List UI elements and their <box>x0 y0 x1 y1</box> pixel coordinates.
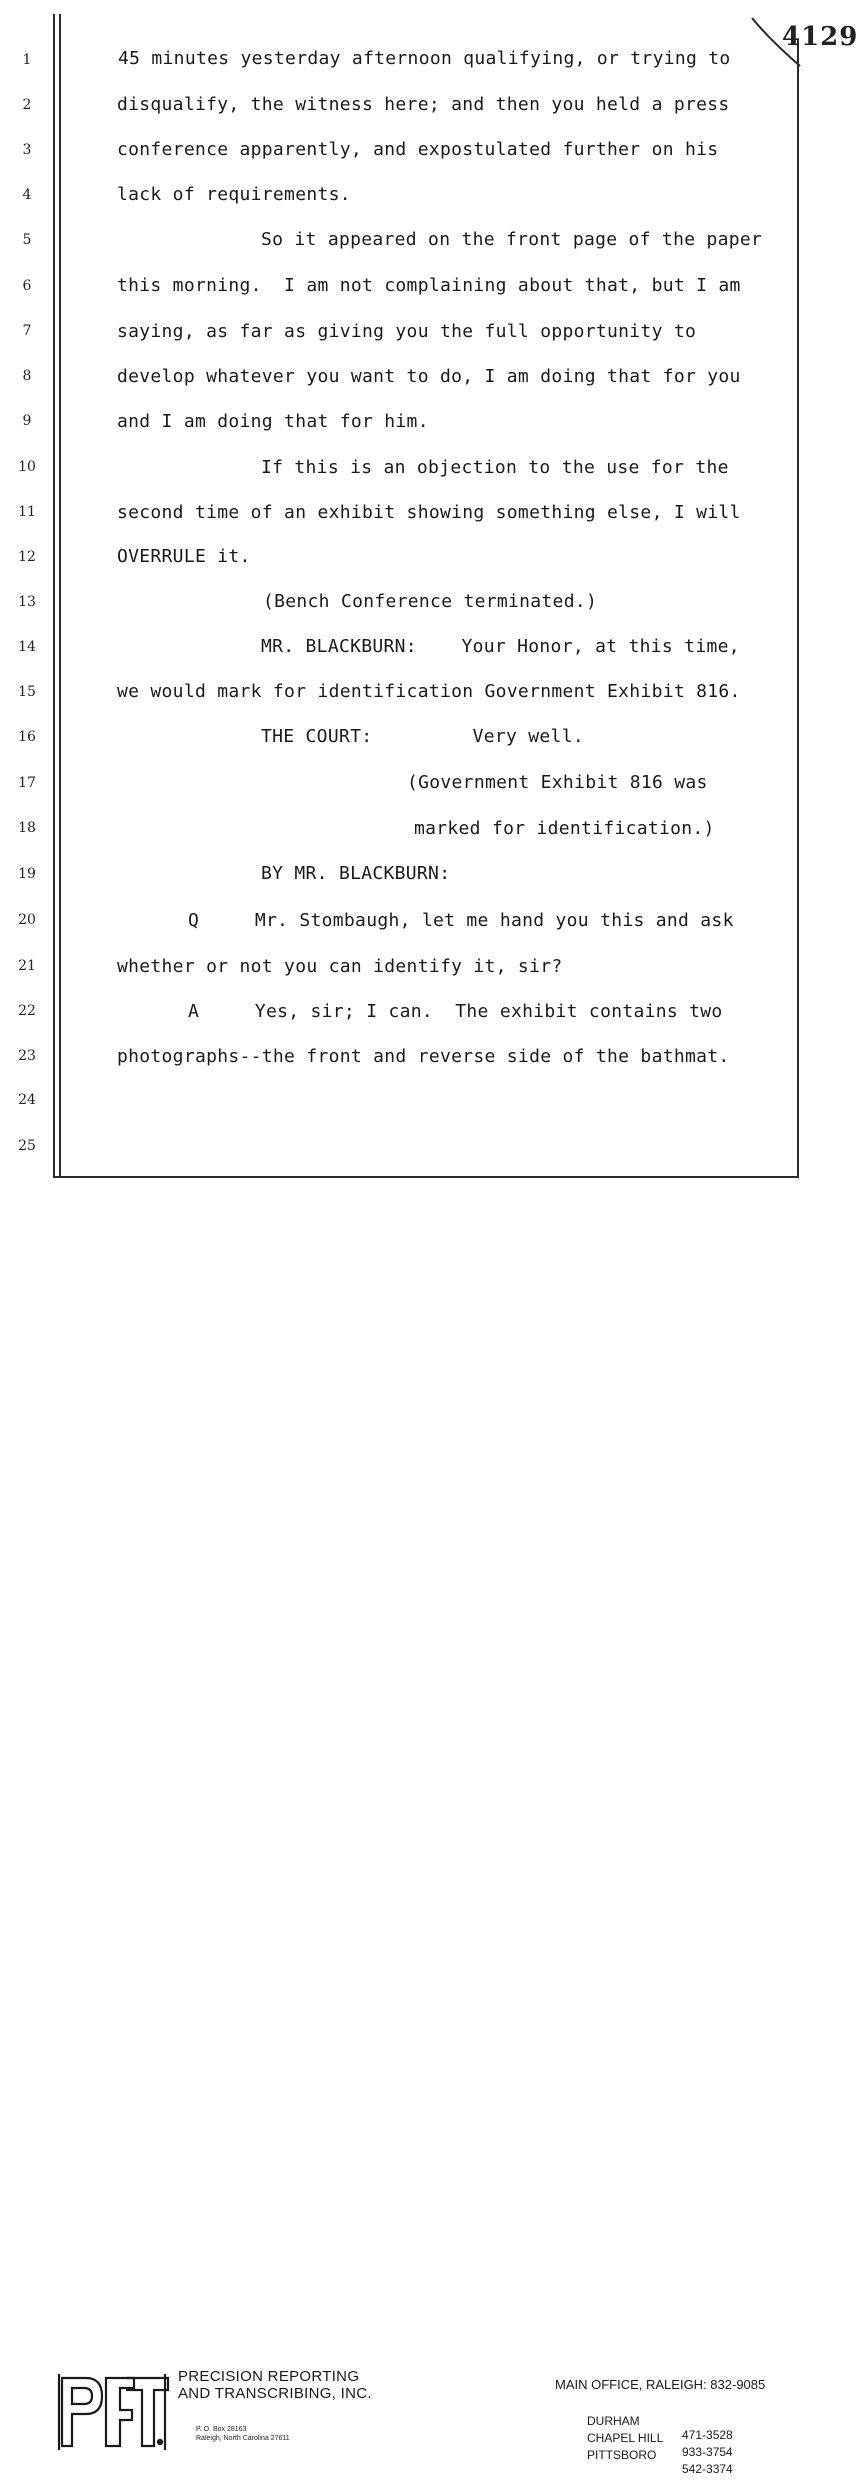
transcript-line: develop whatever you want to do, I am doing that for you <box>117 366 741 387</box>
po-city: Raleigh, North Carolina 27611 <box>196 2435 290 2442</box>
line-number: 22 <box>18 1003 36 1019</box>
transcript-line: THE COURT: Very well. <box>261 726 584 747</box>
transcript-line: this morning. I am not complaining about that, but I am <box>117 275 741 296</box>
line-number: 14 <box>18 639 36 655</box>
line-number: 13 <box>18 594 36 610</box>
transcript-line: disqualify, the witness here; and then you held a press <box>117 94 730 115</box>
company-name-line: PRECISION REPORTING <box>178 2368 360 2385</box>
line-number: 16 <box>18 729 36 745</box>
line-number: 7 <box>22 323 32 339</box>
company-name <box>178 2368 372 2402</box>
po-box: P. O. Box 28163 <box>196 2426 247 2433</box>
company-address <box>196 2425 290 2443</box>
company-name-line: AND TRANSCRIBING, INC. <box>178 2385 372 2402</box>
right-margin-rule <box>797 40 799 1178</box>
line-number: 3 <box>22 142 32 158</box>
line-number: 2 <box>22 97 32 113</box>
line-number: 11 <box>18 504 36 520</box>
line-number: 23 <box>18 1048 36 1064</box>
line-number: 24 <box>18 1092 36 1108</box>
transcript-line: conference apparently, and expostulated further on his <box>117 139 719 160</box>
office-phone: 933-3754 <box>682 2445 733 2459</box>
line-number: 15 <box>18 684 36 700</box>
transcript-line: whether or not you can identify it, sir? <box>117 956 563 977</box>
line-number: 1 <box>22 52 32 68</box>
office-city: PITTSBORO <box>587 2448 657 2462</box>
transcript-line: (Bench Conference terminated.) <box>263 591 598 612</box>
line-number: 9 <box>22 413 32 429</box>
transcript-line: A Yes, sir; I can. The exhibit contains two <box>188 1001 723 1022</box>
line-number: 21 <box>18 958 36 974</box>
office-phone: 542-3374 <box>682 2462 733 2476</box>
line-number: 4 <box>22 187 32 203</box>
company-logo <box>56 2370 170 2452</box>
office-city: DURHAM <box>587 2414 640 2428</box>
transcript-line: So it appeared on the front page of the paper <box>261 229 763 250</box>
transcript-line: If this is an objection to the use for the <box>261 457 729 478</box>
transcript-line: and I am doing that for him. <box>117 411 429 432</box>
page-number: 4129 <box>782 22 859 52</box>
line-number: 19 <box>18 866 36 882</box>
line-number: 10 <box>18 459 36 475</box>
left-margin-rule-inner <box>59 14 61 1176</box>
transcript-line: lack of requirements. <box>117 184 351 205</box>
office-city: CHAPEL HILL <box>587 2431 664 2445</box>
line-number: 25 <box>18 1138 36 1154</box>
transcript-line: Q Mr. Stombaugh, let me hand you this and ask <box>188 910 734 931</box>
left-margin-rule <box>53 14 55 1176</box>
transcript-line: photographs--the front and reverse side of the bathmat. <box>117 1046 730 1067</box>
transcript-line: saying, as far as giving you the full opportunity to <box>117 321 697 342</box>
transcript-line: marked for identification.) <box>414 818 715 839</box>
line-number: 20 <box>18 912 36 928</box>
office-phone: 471-3528 <box>682 2428 733 2442</box>
main-office-phone: MAIN OFFICE, RALEIGH: 832-9085 <box>555 2377 766 2392</box>
line-number: 6 <box>22 278 32 294</box>
bottom-margin-rule <box>53 1176 799 1178</box>
transcript-line: (Government Exhibit 816 was <box>407 772 708 793</box>
line-number: 17 <box>18 775 36 791</box>
transcript-line: MR. BLACKBURN: Your Honor, at this time, <box>261 636 740 657</box>
transcript-line: BY MR. BLACKBURN: <box>261 863 451 884</box>
line-number: 5 <box>22 232 32 248</box>
line-number: 18 <box>18 820 36 836</box>
transcript-line: OVERRULE it. <box>117 546 251 567</box>
reporter-footer <box>0 1180 860 2476</box>
transcript-line: 45 minutes yesterday afternoon qualifying, or trying to <box>118 48 731 69</box>
transcript-line: second time of an exhibit showing something else, I will <box>117 502 741 523</box>
transcript-line: we would mark for identification Government Exhibit 816. <box>117 681 741 702</box>
line-number: 8 <box>22 368 32 384</box>
line-number: 12 <box>18 549 36 565</box>
